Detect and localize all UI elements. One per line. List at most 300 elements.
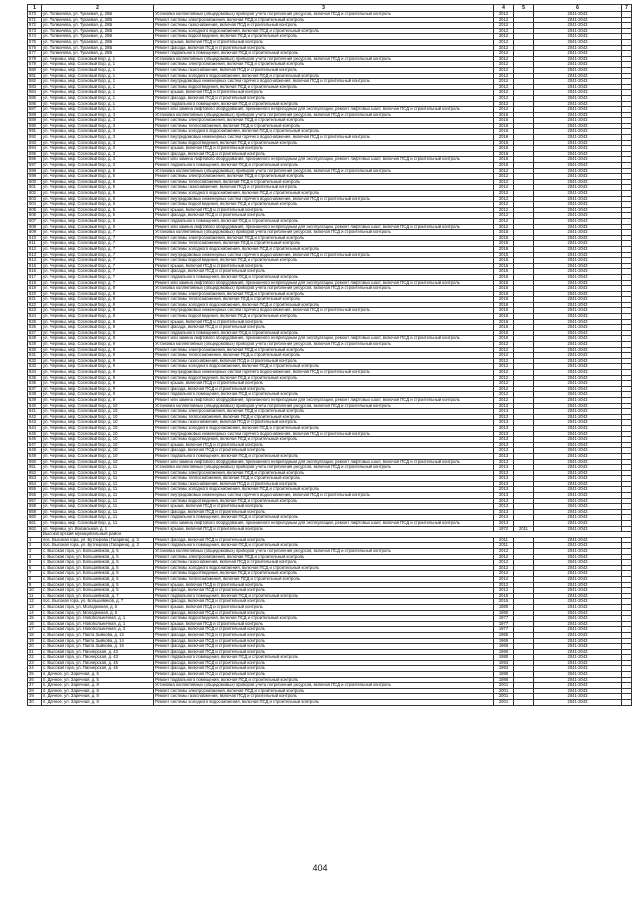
work-type-cell: Ремонт фасада, включая ПСД и строительный контроль bbox=[154, 588, 494, 594]
work-type-cell: Ремонт системы водоотведения, включая ПСД и строительный контроль bbox=[154, 258, 494, 264]
work-type-cell: Ремонт системы теплоснабжения, включая ПСД и строительный контроль bbox=[154, 241, 494, 247]
planned-period-cell: 2041-2043 bbox=[534, 683, 622, 689]
work-type-cell: Ремонт внутридомовых инженерных систем горячего водоснабжения, включая ПСД и строительный контроль bbox=[154, 308, 494, 314]
planned-period-cell: 2041-2043 bbox=[534, 560, 622, 566]
planned-period-cell: 2041-2043 bbox=[534, 62, 622, 68]
planned-period-cell: 2041-2043 bbox=[534, 571, 622, 577]
work-type-cell: Ремонт системы водоотведения, включая ПСД и строительный контроль bbox=[154, 202, 494, 208]
work-type-cell: Ремонт фасада, включая ПСД и строительный контроль bbox=[154, 672, 494, 678]
row-number-cell: 595 bbox=[28, 151, 42, 157]
year-built-cell: 1980 bbox=[494, 649, 514, 655]
work-type-cell: Ремонт крыши, включая ПСД и строительный контроль bbox=[154, 263, 494, 269]
address-cell: ул. Толмачева, ул. Тукаевая, д. 28Б bbox=[42, 34, 154, 40]
row-number-cell: 593 bbox=[28, 140, 42, 146]
address-cell: ул. Черемш, мкр. Сосновый Бор, д. 8 bbox=[42, 336, 154, 342]
year-overhaul-cell: 2011 bbox=[514, 526, 534, 532]
year-built-cell: 2012 bbox=[494, 582, 514, 588]
planned-period-cell: 2041-2043 bbox=[534, 28, 622, 34]
address-cell: с. Высокая гора, ул. Большевиков, д. 7 bbox=[42, 593, 154, 599]
work-type-cell: Ремонт или замена лифтового оборудования, признанного непригодным для эксплуатации, ремонт лифтовых шахт, включая ПСД и строительный контроль bbox=[154, 397, 494, 403]
work-type-cell: Ремонт подвального помещения, включая ПСД и строительный контроль bbox=[154, 274, 494, 280]
work-type-cell: Ремонт подвального помещения, включая ПСД и строительный контроль bbox=[154, 101, 494, 107]
row-number-cell: 606 bbox=[28, 213, 42, 219]
row-number-cell: 640 bbox=[28, 403, 42, 409]
row-number-cell: 24 bbox=[28, 666, 42, 672]
year-built-cell: 2012 bbox=[494, 386, 514, 392]
address-cell: с. Высокая гора, ул. Молодежная, д. 5 bbox=[42, 604, 154, 610]
address-cell: ул. Черемш, мкр. Сосновый Бор, д. 5 bbox=[42, 196, 154, 202]
year-built-cell: 2015 bbox=[494, 246, 514, 252]
address-cell: с. Высокая гора, ул. Пакта Зыйкова, д. 14 bbox=[42, 638, 154, 644]
year-built-cell: 2015 bbox=[494, 274, 514, 280]
row-number-cell: 30 bbox=[28, 700, 42, 706]
address-cell: ул. Черемш, мкр. Сосновый Бор, д. 7 bbox=[42, 235, 154, 241]
work-type-cell: Ремонт крыши, включая ПСД и строительный контроль bbox=[154, 381, 494, 387]
year-built-cell: 2015 bbox=[494, 241, 514, 247]
planned-period-cell: 2041-2043 bbox=[534, 347, 622, 353]
year-built-cell: 2016 bbox=[494, 151, 514, 157]
address-cell: ул. Черемш, мкр. Сосновый Бор, д. 3 bbox=[42, 163, 154, 169]
row-number-cell: 610 bbox=[28, 235, 42, 241]
planned-period-cell: 2041-2043 bbox=[534, 425, 622, 431]
address-cell: ул. Черемш, мкр. Сосновый Бор, д. 5 bbox=[42, 168, 154, 174]
work-type-cell: Ремонт крыши, включая ПСД и строительный контроль bbox=[154, 504, 494, 510]
address-cell: с. Высокая гора, ул. Пионерская, д. 45 bbox=[42, 660, 154, 666]
year-overhaul-cell bbox=[514, 700, 534, 706]
work-type-cell: Ремонт подвального помещения, включая ПСД и строительный контроль bbox=[154, 515, 494, 521]
work-type-cell: Ремонт внутридомовых инженерных систем горячего водоснабжения, включая ПСД и строительный контроль bbox=[154, 79, 494, 85]
planned-period-cell: 2041-2043 bbox=[534, 381, 622, 387]
address-cell: ул. Черемш, мкр. Сосновый Бор, д. 7 bbox=[42, 241, 154, 247]
work-type-cell: Ремонт крыши, включая ПСД и строительный контроль bbox=[154, 442, 494, 448]
work-type-cell: Ремонт крыши, включая ПСД и строительный контроль bbox=[154, 90, 494, 96]
year-built-cell: 2011 bbox=[494, 537, 514, 543]
address-cell: ул. Черемш, мкр. Сосновый Бор, д. 10 bbox=[42, 459, 154, 465]
work-type-cell: Ремонт системы электроснабжения, включая ПСД и строительный контроль bbox=[154, 470, 494, 476]
year-built-cell: 1993 bbox=[494, 666, 514, 672]
work-type-cell: Ремонт системы теплоснабжения, включая ПСД и строительный контроль bbox=[154, 123, 494, 129]
row-number-cell: 575 bbox=[28, 39, 42, 45]
address-cell: ул. Черемш, мкр. Сосновый Бор, д. 8 bbox=[42, 308, 154, 314]
year-built-cell: 1977 bbox=[494, 627, 514, 633]
planned-period-cell: 2041-2043 bbox=[534, 515, 622, 521]
row-number-cell: 27 bbox=[28, 683, 42, 689]
header-cell: 5 bbox=[514, 5, 534, 12]
row-number-cell: 628 bbox=[28, 336, 42, 342]
year-built-cell: 1977 bbox=[494, 616, 514, 622]
planned-period-cell: 2041-2043 bbox=[534, 453, 622, 459]
year-built-cell: 2012 bbox=[494, 12, 514, 18]
work-type-cell: Ремонт крыши, включая ПСД и строительный контроль bbox=[154, 146, 494, 152]
address-cell: с. Высокая гора, ул. Большевиков, д. 5 bbox=[42, 554, 154, 560]
work-type-cell: Ремонт системы газоснабжения, включая ПСД и строительный контроль bbox=[154, 481, 494, 487]
planned-period-cell: 2041-2043 bbox=[534, 549, 622, 555]
planned-period-cell: 2041-2043 bbox=[534, 537, 622, 543]
row-number-cell: 657 bbox=[28, 498, 42, 504]
year-built-cell: 2015 bbox=[494, 235, 514, 241]
work-type-cell: Ремонт фасада, включая ПСД и строительный контроль bbox=[154, 213, 494, 219]
work-type-cell: Ремонт системы газоснабжения, включая ПСД и строительный контроль bbox=[154, 420, 494, 426]
work-type-cell: Ремонт фасада, включая ПСД и строительный контроль bbox=[154, 45, 494, 51]
year-built-cell: 1986 bbox=[494, 677, 514, 683]
address-cell: ул. Черемш, мкр. Сосновый Бор, д. 3 bbox=[42, 129, 154, 135]
planned-period-cell: 2041-2043 bbox=[534, 521, 622, 527]
row-number-cell: 636 bbox=[28, 381, 42, 387]
row-number-cell: 604 bbox=[28, 202, 42, 208]
year-built-cell: 2013 bbox=[494, 442, 514, 448]
row-number-cell: 12 bbox=[28, 599, 42, 605]
row-number-cell: 611 bbox=[28, 241, 42, 247]
year-built-cell: 2015 bbox=[494, 269, 514, 275]
work-type-cell: Ремонт подвального помещения, включая ПСД и строительный контроль bbox=[154, 392, 494, 398]
row-number-cell: 633 bbox=[28, 364, 42, 370]
header-cell: 7 bbox=[622, 5, 632, 12]
row-number-cell: 579 bbox=[28, 62, 42, 68]
work-type-cell: Ремонт фасада, включая ПСД и строительный контроль bbox=[154, 448, 494, 454]
row-number-cell: 4 bbox=[28, 554, 42, 560]
planned-period-cell: 2041-2043 bbox=[534, 258, 622, 264]
work-type-cell: Установка коллективных (общедомовых) приборов учета потребления ресурсов, включая ПСД и строительный контроль bbox=[154, 683, 494, 689]
row-number-cell: 591 bbox=[28, 129, 42, 135]
year-built-cell: 2012 bbox=[494, 73, 514, 79]
planned-period-cell: 2041-2043 bbox=[534, 151, 622, 157]
work-type-cell: Ремонт системы теплоснабжения, включая ПСД и строительный контроль bbox=[154, 476, 494, 482]
address-cell: ул. Черемш, мкр. Сосновый Бор, д. 1 bbox=[42, 107, 154, 113]
header-row bbox=[28, 5, 632, 12]
row-number-cell: 621 bbox=[28, 297, 42, 303]
row-number-cell: 582 bbox=[28, 79, 42, 85]
year-built-cell: 2012 bbox=[494, 397, 514, 403]
planned-period-cell: 2041-2043 bbox=[534, 526, 622, 532]
planned-period-cell: 2041-2043 bbox=[534, 101, 622, 107]
address-cell: ул. Черемш, мкр. Сосновый Бор, д. 8 bbox=[42, 297, 154, 303]
row-number-cell: 639 bbox=[28, 397, 42, 403]
work-type-cell: Ремонт крыши, включая ПСД и строительный контроль bbox=[154, 582, 494, 588]
work-type-cell: Установка коллективных (общедомовых) приборов учета потребления ресурсов, включая ПСД и строительный контроль bbox=[154, 168, 494, 174]
address-cell: п. Дачное, ул. Заречная, д. 5 bbox=[42, 677, 154, 683]
planned-period-cell: 2041-2043 bbox=[534, 599, 622, 605]
work-type-cell: Ремонт или замена лифтового оборудования, признанного непригодным для эксплуатации, ремонт лифтовых шахт, включая ПСД и строительный контроль bbox=[154, 459, 494, 465]
planned-period-cell: 2041-2043 bbox=[534, 73, 622, 79]
address-cell: ул. Черемш, мкр. Сосновый Бор, д. 8 bbox=[42, 330, 154, 336]
row-number-cell: 589 bbox=[28, 118, 42, 124]
planned-period-cell: 2041-2043 bbox=[534, 330, 622, 336]
row-number-cell: 584 bbox=[28, 90, 42, 96]
address-cell: пос. Высокая гора, ул. Бутлерова (Гагарина), д. 3 bbox=[42, 537, 154, 543]
row-number-cell: 599 bbox=[28, 174, 42, 180]
row-number-cell: 630 bbox=[28, 347, 42, 353]
year-built-cell: 2013 bbox=[494, 481, 514, 487]
planned-period-cell: 2041-2043 bbox=[534, 632, 622, 638]
row-number-cell: 649 bbox=[28, 453, 42, 459]
page-number: 404 bbox=[312, 863, 328, 873]
planned-period-cell: 2041-2043 bbox=[534, 554, 622, 560]
address-cell: ул. Толмачева, ул. Тукаевая, д. 28Б bbox=[42, 12, 154, 18]
address-cell: с. Высокая гора, ул. Пакта Зыйкова, д. 16 bbox=[42, 644, 154, 650]
year-built-cell: 2011 bbox=[494, 543, 514, 549]
work-type-cell: Ремонт или замена лифтового оборудования, признанного непригодным для эксплуатации, ремонт лифтовых шахт, включая ПСД и строительный контроль bbox=[154, 280, 494, 286]
work-type-cell: Ремонт фасада, включая ПСД и строительный контроль bbox=[154, 666, 494, 672]
work-type-cell: Ремонт крыши, включая ПСД и строительный контроль bbox=[154, 39, 494, 45]
planned-period-cell: 2041-2043 bbox=[534, 465, 622, 471]
address-cell: ул. Черемш, мкр. Сосновый Бор, д. 7 bbox=[42, 252, 154, 258]
year-built-cell: 1986 bbox=[494, 672, 514, 678]
row-number-cell: 8 bbox=[28, 576, 42, 582]
row-number-cell: 580 bbox=[28, 67, 42, 73]
planned-period-cell: 2041-2043 bbox=[534, 655, 622, 661]
planned-period-cell: 2041-2043 bbox=[534, 23, 622, 29]
address-cell: ул. Черемш, мкр. Сосновый Бор, д. 10 bbox=[42, 442, 154, 448]
row-number-cell: 598 bbox=[28, 168, 42, 174]
planned-period-cell: 2041-2043 bbox=[534, 610, 622, 616]
address-cell: ул. Черемш, мкр. Сосновый Бор, д. 3 bbox=[42, 123, 154, 129]
work-type-cell: Установка коллективных (общедомовых) приборов учета потребления ресурсов, включая ПСД и строительный контроль bbox=[154, 342, 494, 348]
planned-period-cell: 2041-2043 bbox=[534, 95, 622, 101]
work-type-cell: Ремонт фасада, включая ПСД и строительный контроль bbox=[154, 638, 494, 644]
address-cell: с. Высокая гора, ул. Большевиков, д. 5 bbox=[42, 565, 154, 571]
planned-period-cell: 2041-2043 bbox=[534, 386, 622, 392]
year-built-cell: 2013 bbox=[494, 487, 514, 493]
planned-period-cell: 2041-2043 bbox=[534, 235, 622, 241]
row-number-cell: 15 bbox=[28, 616, 42, 622]
work-type-cell: Ремонт фасада, включая ПСД и строительный контроль bbox=[154, 386, 494, 392]
year-built-cell: 2016 bbox=[494, 330, 514, 336]
planned-period-cell: 2041-2043 bbox=[534, 470, 622, 476]
year-built-cell: 2012 bbox=[494, 45, 514, 51]
year-built-cell: 2012 bbox=[494, 101, 514, 107]
address-cell: ул. Черемш, мкр. Сосновый Бор, д. 9 bbox=[42, 347, 154, 353]
planned-period-cell: 2041-2043 bbox=[534, 481, 622, 487]
year-built-cell: 2013 bbox=[494, 515, 514, 521]
address-cell: ул. Черемш, мкр. Сосновый Бор, д. 11 bbox=[42, 493, 154, 499]
year-built-cell: 2012 bbox=[494, 381, 514, 387]
planned-period-cell: 2041-2043 bbox=[534, 269, 622, 275]
row-number-cell: 622 bbox=[28, 302, 42, 308]
year-built-cell: 2012 bbox=[494, 34, 514, 40]
planned-period-cell: 2041-2043 bbox=[534, 263, 622, 269]
year-built-cell: 2015 bbox=[494, 252, 514, 258]
planned-period-cell: 2041-2043 bbox=[534, 364, 622, 370]
planned-period-cell: 2041-2043 bbox=[534, 67, 622, 73]
planned-period-cell: 2041-2043 bbox=[534, 286, 622, 292]
row-number-cell: 620 bbox=[28, 291, 42, 297]
planned-period-cell: 2041-2043 bbox=[534, 302, 622, 308]
year-built-cell: 1965 bbox=[494, 632, 514, 638]
planned-period-cell: 2041-2043 bbox=[534, 179, 622, 185]
year-built-cell: 2016 bbox=[494, 157, 514, 163]
planned-period-cell: 2041-2043 bbox=[534, 308, 622, 314]
row-number-cell: 574 bbox=[28, 34, 42, 40]
work-type-cell: Ремонт фасада, включая ПСД и строительный контроль bbox=[154, 95, 494, 101]
address-cell: ул. Черемш, мкр. Сосновый Бор, д. 7 bbox=[42, 269, 154, 275]
address-cell: ул. Черемш, мкр. Сосновый Бор, д. 11 bbox=[42, 498, 154, 504]
work-type-cell: Ремонт системы холодного водоснабжения, включая ПСД и строительный контроль bbox=[154, 246, 494, 252]
work-type-cell: Ремонт системы электроснабжения, включая ПСД и строительный контроль bbox=[154, 291, 494, 297]
year-built-cell: 2001 bbox=[494, 688, 514, 694]
address-cell: п. Дачное, ул. Заречная, д. 8 bbox=[42, 700, 154, 706]
planned-period-cell: 2041-2043 bbox=[534, 291, 622, 297]
address-cell: ул. Черемш, мкр. Сосновый Бор, д. 5 bbox=[42, 179, 154, 185]
address-cell: ул. Черемш, мкр. Сосновый Бор, д. 11 bbox=[42, 487, 154, 493]
planned-period-cell: 2041-2043 bbox=[534, 649, 622, 655]
year-built-cell: 2012 bbox=[494, 179, 514, 185]
address-cell: ул. Черемш, мкр. Сосновый Бор, д. 10 bbox=[42, 403, 154, 409]
header-cell: 4 bbox=[494, 5, 514, 12]
planned-period-cell: 2041-2043 bbox=[534, 627, 622, 633]
address-cell: ул. Черемш, мкр. Сосновый Бор, д. 3 bbox=[42, 146, 154, 152]
planned-period-cell: 2041-2043 bbox=[534, 123, 622, 129]
address-cell: с. Высокая гора, ул. Пионерская, д. 45 bbox=[42, 666, 154, 672]
work-type-cell: Ремонт или замена лифтового оборудования, признанного непригодным для эксплуатации, ремонт лифтовых шахт, включая ПСД и строительный контроль bbox=[154, 107, 494, 113]
row-number-cell: 578 bbox=[28, 56, 42, 62]
row-number-cell: 7 bbox=[28, 571, 42, 577]
row-number-cell: 586 bbox=[28, 101, 42, 107]
planned-period-cell: 2041-2043 bbox=[534, 459, 622, 465]
work-type-cell: Установка коллективных (общедомовых) приборов учета потребления ресурсов, включая ПСД и строительный контроль bbox=[154, 403, 494, 409]
year-built-cell: 2016 bbox=[494, 123, 514, 129]
address-cell: ул. Черемш, мкр. Сосновый Бор, д. 3 bbox=[42, 112, 154, 118]
planned-period-cell: 2041-2043 bbox=[534, 56, 622, 62]
address-cell: с. Высокая гора, ул. Пакта Зыйкова, д. 12 bbox=[42, 632, 154, 638]
header-cell: 1 bbox=[28, 5, 42, 12]
work-type-cell: Ремонт фасада, включая ПСД и строительный контроль bbox=[154, 660, 494, 666]
year-built-cell: 2016 bbox=[494, 112, 514, 118]
planned-period-cell: 2041-2043 bbox=[534, 241, 622, 247]
planned-period-cell: 2041-2043 bbox=[534, 498, 622, 504]
work-type-cell: Ремонт системы газоснабжения, включая ПСД и строительный контроль bbox=[154, 358, 494, 364]
address-cell: ул. Толмачева, ул. Тукаевая, д. 28Б bbox=[42, 39, 154, 45]
work-type-cell: Ремонт системы электроснабжения, включая ПСД и строительный контроль bbox=[154, 17, 494, 23]
planned-period-cell: 2041-2043 bbox=[534, 185, 622, 191]
work-type-cell: Ремонт фасада, включая ПСД и строительный контроль bbox=[154, 632, 494, 638]
work-type-cell: Ремонт внутридомовых инженерных систем горячего водоснабжения, включая ПСД и строительный контроль bbox=[154, 196, 494, 202]
row-number-cell: 581 bbox=[28, 73, 42, 79]
address-cell: ул. Черемш, мкр. Сосновый Бор, д. 1 bbox=[42, 79, 154, 85]
year-built-cell: 2013 bbox=[494, 448, 514, 454]
work-type-cell: Ремонт системы газоснабжения, включая ПСД и строительный контроль bbox=[154, 560, 494, 566]
planned-period-cell: 2041-2043 bbox=[534, 213, 622, 219]
year-built-cell: 2013 bbox=[494, 521, 514, 527]
planned-period-cell: 2041-2043 bbox=[534, 39, 622, 45]
row-number-cell: 651 bbox=[28, 465, 42, 471]
address-cell: ул. Черемш, мкр. Сосновый Бор, д. 9 bbox=[42, 358, 154, 364]
year-built-cell: 2012 bbox=[494, 202, 514, 208]
work-type-cell: Ремонт или замена лифтового оборудования, признанного непригодным для эксплуатации, ремонт лифтовых шахт, включая ПСД и строительный контроль bbox=[154, 521, 494, 527]
address-cell: ул. Толмачева, ул. Тукаевая, д. 28Б bbox=[42, 45, 154, 51]
row-number-cell: 637 bbox=[28, 386, 42, 392]
row-number-cell: 585 bbox=[28, 95, 42, 101]
planned-period-cell: 2041-2043 bbox=[534, 297, 622, 303]
address-cell: ул. Черемш, мкр. Сосновый Бор, д. 8 bbox=[42, 314, 154, 320]
row-number-cell: 648 bbox=[28, 448, 42, 454]
year-built-cell: 2012 bbox=[494, 370, 514, 376]
work-type-cell: Ремонт системы электроснабжения, включая ПСД и строительный контроль bbox=[154, 118, 494, 124]
address-cell: ул. Черемш, мкр. Сосновый Бор, д. 9 bbox=[42, 386, 154, 392]
year-built-cell: 2012 bbox=[494, 364, 514, 370]
address-cell: ул. Черемш, мкр. Сосновый Бор, д. 9 bbox=[42, 381, 154, 387]
work-type-cell: Ремонт системы электроснабжения, включая ПСД и строительный контроль bbox=[154, 347, 494, 353]
row-number-cell: 597 bbox=[28, 163, 42, 169]
year-built-cell: 2012 bbox=[494, 588, 514, 594]
address-cell: ул. Черемш, мкр. Сосновый Бор, д. 11 bbox=[42, 521, 154, 527]
address-cell: ул. Черемш, мкр. Сосновый Бор, д. 3 bbox=[42, 118, 154, 124]
work-type-cell: Ремонт системы водоотведения, включая ПСД и строительный контроль bbox=[154, 498, 494, 504]
row-number-cell: 18 bbox=[28, 632, 42, 638]
note-cell bbox=[622, 700, 632, 706]
table-row bbox=[28, 700, 632, 706]
address-cell: ул. Черемш, мкр. Сосновый Бор, д. 10 bbox=[42, 414, 154, 420]
year-built-cell: 2012 bbox=[494, 191, 514, 197]
work-type-cell: Ремонт фасада, включая ПСД и строительный контроль bbox=[154, 627, 494, 633]
year-built-cell: 1993 bbox=[494, 660, 514, 666]
year-built-cell: 2016 bbox=[494, 302, 514, 308]
year-built-cell: 2012 bbox=[494, 571, 514, 577]
address-cell: ул. Черемш, мкр. Сосновый Бор, д. 1 bbox=[42, 101, 154, 107]
year-built-cell: 2012 bbox=[494, 17, 514, 23]
address-cell: ул. Черемш, мкр. Сосновый Бор, д. 8 bbox=[42, 286, 154, 292]
address-cell: ул. Черемш, мкр. Сосновый Бор, д. 5 bbox=[42, 224, 154, 230]
year-built-cell: 2013 bbox=[494, 453, 514, 459]
planned-period-cell: 2041-2043 bbox=[534, 700, 622, 706]
address-cell: ул. Черемш, мкр. Сосновый Бор, д. 1 bbox=[42, 90, 154, 96]
year-built-cell: 2012 bbox=[494, 392, 514, 398]
row-number-cell: 629 bbox=[28, 342, 42, 348]
year-built-cell: 2016 bbox=[494, 336, 514, 342]
work-type-cell: Ремонт подвального помещения, включая ПСД и строительный контроль bbox=[154, 163, 494, 169]
planned-period-cell: 2041-2043 bbox=[534, 196, 622, 202]
address-cell: с. Высокая гора, ул. Большевиков, д. 5 bbox=[42, 549, 154, 555]
planned-period-cell: 2041-2043 bbox=[534, 403, 622, 409]
year-built-cell: 2016 bbox=[494, 163, 514, 169]
work-type-cell: Ремонт системы теплоснабжения, включая ПСД и строительный контроль bbox=[154, 297, 494, 303]
planned-period-cell: 2041-2043 bbox=[534, 353, 622, 359]
work-type-cell: Ремонт подвального помещения, включая ПСД и строительный контроль bbox=[154, 593, 494, 599]
address-cell: п. Дачное, ул. Заречная, д. 8 bbox=[42, 688, 154, 694]
row-number-cell: 592 bbox=[28, 135, 42, 141]
row-number-cell: 601 bbox=[28, 185, 42, 191]
planned-period-cell: 2041-2043 bbox=[534, 274, 622, 280]
year-built-cell: 2012 bbox=[494, 549, 514, 555]
work-type-cell: Ремонт внутридомовых инженерных систем горячего водоснабжения, включая ПСД и строительный контроль bbox=[154, 370, 494, 376]
planned-period-cell: 2041-2043 bbox=[534, 84, 622, 90]
work-type-cell: Ремонт системы холодного водоснабжения, включая ПСД и строительный контроль bbox=[154, 191, 494, 197]
work-type-cell: Ремонт внутридомовых инженерных систем горячего водоснабжения, включая ПСД и строительный контроль bbox=[154, 135, 494, 141]
year-built-cell: 2012 bbox=[494, 224, 514, 230]
work-type-cell: Установка коллективных (общедомовых) приборов учета потребления ресурсов, включая ПСД и строительный контроль bbox=[154, 465, 494, 471]
year-built-cell: 2012 bbox=[494, 347, 514, 353]
year-built-cell: 2001 bbox=[494, 683, 514, 689]
row-number-cell: 655 bbox=[28, 487, 42, 493]
row-number-cell: 616 bbox=[28, 269, 42, 275]
work-type-cell: Установка коллективных (общедомовых) приборов учета потребления ресурсов, включая ПСД и строительный контроль bbox=[154, 56, 494, 62]
year-built-cell: 2016 bbox=[494, 118, 514, 124]
address-cell: ул. Черемш, мкр. Сосновый Бор, д. 1 bbox=[42, 67, 154, 73]
header-cell: 2 bbox=[42, 5, 154, 12]
planned-period-cell: 2041-2043 bbox=[534, 397, 622, 403]
year-built-cell: 2013 bbox=[494, 403, 514, 409]
year-built-cell: 2012 bbox=[494, 218, 514, 224]
work-type-cell: Ремонт системы теплоснабжения, включая ПСД и строительный контроль bbox=[154, 576, 494, 582]
year-built-cell: 2013 bbox=[494, 414, 514, 420]
row-number-cell: 653 bbox=[28, 476, 42, 482]
work-type-cell: Ремонт внутридомовых инженерных систем горячего водоснабжения, включая ПСД и строительный контроль bbox=[154, 431, 494, 437]
work-type-cell: Установка коллективных (общедомовых) приборов учета потребления ресурсов, включая ПСД и строительный контроль bbox=[154, 12, 494, 18]
year-built-cell: 2016 bbox=[494, 286, 514, 292]
year-built-cell: 2013 bbox=[494, 509, 514, 515]
row-number-cell: 16 bbox=[28, 621, 42, 627]
work-type-cell: Ремонт подвального помещения, включая ПСД и строительный контроль bbox=[154, 677, 494, 683]
address-cell: с. Высокая гора, ул. Большевиков, д. 5 bbox=[42, 571, 154, 577]
